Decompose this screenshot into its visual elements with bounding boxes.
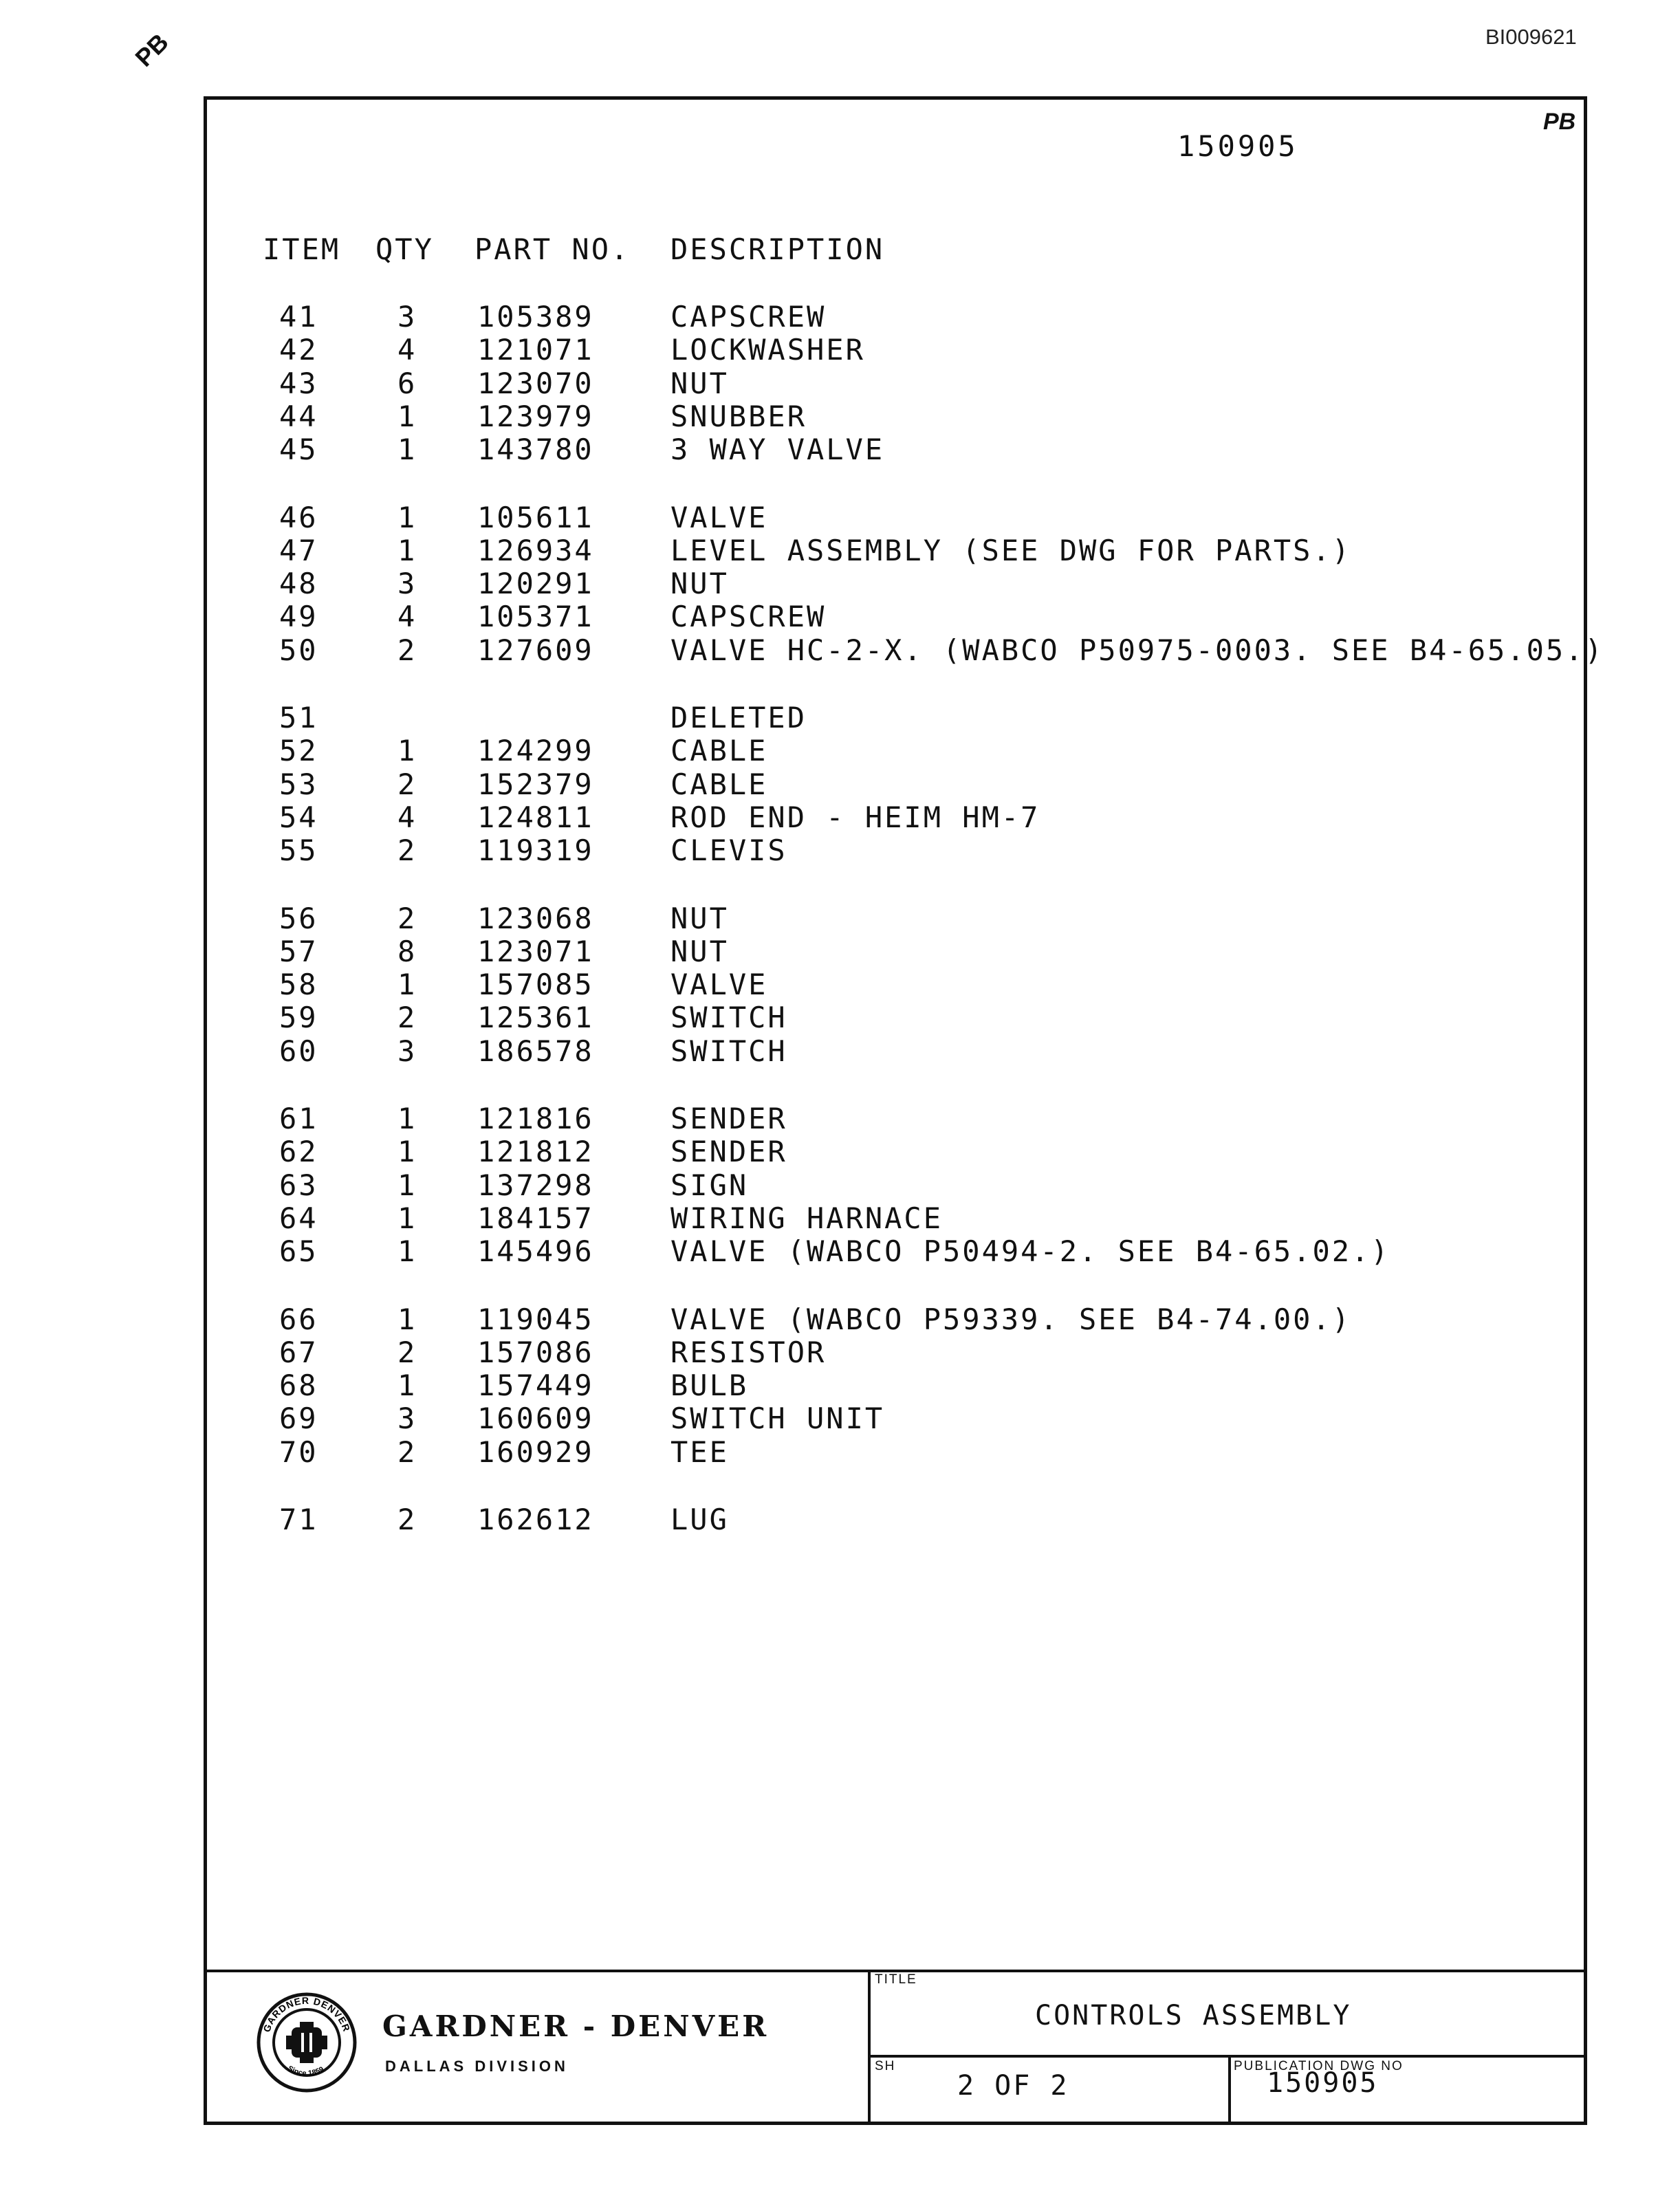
row-quantity: 4	[397, 600, 417, 634]
row-item-number: 52	[279, 734, 318, 768]
row-quantity: 1	[397, 1369, 417, 1403]
drawing-number: 150905	[1177, 129, 1298, 163]
publication-label: PUBLICATION DWG NO	[1234, 2059, 1404, 2073]
row-quantity: 1	[397, 533, 417, 567]
row-item-number: 66	[279, 1302, 318, 1336]
row-description: VALVE HC-2-X. (WABCO P50975-0003. SEE B4-65.05.)	[670, 633, 1604, 667]
sheet-label: SH	[875, 2059, 896, 2073]
row-part-number: 121071	[477, 333, 594, 367]
row-item-number: 69	[279, 1402, 318, 1436]
row-description: CLEVIS	[670, 833, 787, 868]
row-quantity: 2	[397, 1435, 417, 1469]
column-header-part-no: PART NO.	[474, 232, 631, 266]
row-part-number: 160929	[477, 1435, 594, 1469]
row-quantity: 3	[397, 1034, 417, 1068]
row-description: NUT	[670, 567, 729, 601]
row-part-number: 157085	[477, 968, 594, 1002]
row-description: LOCKWASHER	[670, 333, 865, 367]
row-item-number: 42	[279, 333, 318, 367]
row-description: BULB	[670, 1369, 749, 1403]
sheet-number: 2 OF 2	[957, 2070, 1069, 2102]
row-quantity: 1	[397, 734, 417, 768]
row-item-number: 48	[279, 567, 318, 601]
row-description: VALVE	[670, 500, 768, 534]
row-item-number: 44	[279, 399, 318, 433]
row-part-number: 143780	[477, 433, 594, 467]
row-quantity: 2	[397, 833, 417, 868]
pb-mark: PB	[1543, 109, 1576, 135]
row-quantity: 2	[397, 633, 417, 667]
row-item-number: 50	[279, 633, 318, 667]
row-part-number: 119045	[477, 1302, 594, 1336]
row-item-number: 70	[279, 1435, 318, 1469]
row-quantity: 1	[397, 1234, 417, 1269]
row-item-number: 58	[279, 968, 318, 1002]
row-description: NUT	[670, 901, 729, 935]
column-header-description: DESCRIPTION	[670, 232, 885, 266]
row-quantity: 1	[397, 1302, 417, 1336]
row-description: VALVE	[670, 968, 768, 1002]
row-item-number: 61	[279, 1102, 318, 1135]
row-part-number: 126934	[477, 533, 594, 567]
row-part-number: 157086	[477, 1335, 594, 1369]
row-quantity: 1	[397, 1135, 417, 1169]
row-quantity: 3	[397, 1402, 417, 1436]
row-description: NUT	[670, 934, 729, 968]
row-part-number: 105611	[477, 500, 594, 534]
row-description: CABLE	[670, 767, 768, 801]
row-quantity: 8	[397, 934, 417, 968]
row-item-number: 63	[279, 1168, 318, 1202]
row-description: TEE	[670, 1435, 729, 1469]
row-description: NUT	[670, 366, 729, 400]
document-id: BI009621	[1485, 25, 1577, 49]
row-quantity: 2	[397, 1503, 417, 1536]
company-seal	[256, 1992, 358, 2093]
publication-number: 150905	[1267, 2067, 1379, 2099]
row-description: DELETED	[670, 701, 807, 734]
row-item-number: 71	[279, 1503, 318, 1536]
row-part-number: 123068	[477, 901, 594, 935]
row-description: CAPSCREW	[670, 300, 827, 334]
row-quantity: 4	[397, 800, 417, 834]
row-description: RESISTOR	[670, 1335, 827, 1369]
title-block-divider	[868, 1970, 871, 2124]
title-block-mid-line	[868, 2055, 1586, 2058]
row-item-number: 56	[279, 901, 318, 935]
row-part-number: 157449	[477, 1369, 594, 1403]
row-part-number: 127609	[477, 633, 594, 667]
row-quantity: 3	[397, 567, 417, 601]
row-part-number: 123070	[477, 366, 594, 400]
row-part-number: 121816	[477, 1102, 594, 1135]
row-description: SWITCH UNIT	[670, 1402, 885, 1436]
column-header-item: ITEM	[263, 232, 341, 266]
row-quantity: 1	[397, 1102, 417, 1135]
row-description: CAPSCREW	[670, 600, 827, 634]
row-description: LEVEL ASSEMBLY (SEE DWG FOR PARTS.)	[670, 533, 1352, 567]
drawing-title: CONTROLS ASSEMBLY	[1035, 2000, 1352, 2031]
row-item-number: 47	[279, 533, 318, 567]
row-description: VALVE (WABCO P50494-2. SEE B4-65.02.)	[670, 1234, 1390, 1269]
row-description: SWITCH	[670, 1034, 787, 1068]
corner-mark: PB	[129, 28, 174, 72]
title-block-sheet-divider	[1228, 2055, 1231, 2124]
row-part-number: 105371	[477, 600, 594, 634]
row-item-number: 49	[279, 600, 318, 634]
row-quantity: 1	[397, 1201, 417, 1235]
row-item-number: 68	[279, 1369, 318, 1403]
row-quantity: 2	[397, 901, 417, 935]
row-part-number: 123071	[477, 934, 594, 968]
row-item-number: 46	[279, 500, 318, 534]
row-part-number: 162612	[477, 1503, 594, 1536]
row-part-number: 137298	[477, 1168, 594, 1202]
row-part-number: 152379	[477, 767, 594, 801]
row-quantity: 2	[397, 1001, 417, 1035]
row-item-number: 54	[279, 800, 318, 834]
row-part-number: 160609	[477, 1402, 594, 1436]
row-part-number: 119319	[477, 833, 594, 868]
row-item-number: 57	[279, 934, 318, 968]
row-item-number: 67	[279, 1335, 318, 1369]
row-description: SNUBBER	[670, 399, 807, 433]
row-item-number: 64	[279, 1201, 318, 1235]
row-item-number: 53	[279, 767, 318, 801]
row-quantity: 4	[397, 333, 417, 367]
row-item-number: 60	[279, 1034, 318, 1068]
row-description: SWITCH	[670, 1001, 787, 1035]
row-part-number: 123979	[477, 399, 594, 433]
row-description: LUG	[670, 1503, 729, 1536]
row-quantity: 1	[397, 1168, 417, 1202]
svg-text:Since 1859	[286, 2064, 325, 2078]
row-part-number: 105389	[477, 300, 594, 334]
row-quantity: 1	[397, 500, 417, 534]
row-item-number: 62	[279, 1135, 318, 1169]
row-part-number: 184157	[477, 1201, 594, 1235]
row-part-number: 186578	[477, 1034, 594, 1068]
column-header-qty: QTY	[375, 232, 434, 266]
row-description: SENDER	[670, 1135, 787, 1169]
row-part-number: 121812	[477, 1135, 594, 1169]
row-description: WIRING HARNACE	[670, 1201, 943, 1235]
seal-text: GARDNER DENVER	[261, 1994, 353, 2034]
row-item-number: 65	[279, 1234, 318, 1269]
row-item-number: 41	[279, 300, 318, 334]
row-description: SIGN	[670, 1168, 749, 1202]
row-item-number: 55	[279, 833, 318, 868]
row-part-number: 124811	[477, 800, 594, 834]
row-quantity: 3	[397, 300, 417, 334]
company-division: DALLAS DIVISION	[385, 2058, 569, 2075]
title-label: TITLE	[875, 1972, 917, 1987]
row-part-number: 120291	[477, 567, 594, 601]
row-quantity: 2	[397, 767, 417, 801]
row-description: ROD END - HEIM HM-7	[670, 800, 1040, 834]
row-quantity: 1	[397, 968, 417, 1002]
row-part-number: 125361	[477, 1001, 594, 1035]
row-quantity: 1	[397, 433, 417, 467]
seal-since: Since 1859	[286, 2064, 326, 2078]
row-item-number: 45	[279, 433, 318, 467]
row-item-number: 43	[279, 366, 318, 400]
row-quantity: 2	[397, 1335, 417, 1369]
company-name: GARDNER - DENVER	[382, 2009, 770, 2043]
row-description: VALVE (WABCO P59339. SEE B4-74.00.)	[670, 1302, 1352, 1336]
row-description: CABLE	[670, 734, 768, 768]
row-part-number: 124299	[477, 734, 594, 768]
row-quantity: 6	[397, 366, 417, 400]
row-quantity: 1	[397, 399, 417, 433]
row-part-number: 145496	[477, 1234, 594, 1269]
row-description: 3 WAY VALVE	[670, 433, 885, 467]
row-item-number: 59	[279, 1001, 318, 1035]
row-item-number: 51	[279, 701, 318, 734]
row-description: SENDER	[670, 1102, 787, 1135]
